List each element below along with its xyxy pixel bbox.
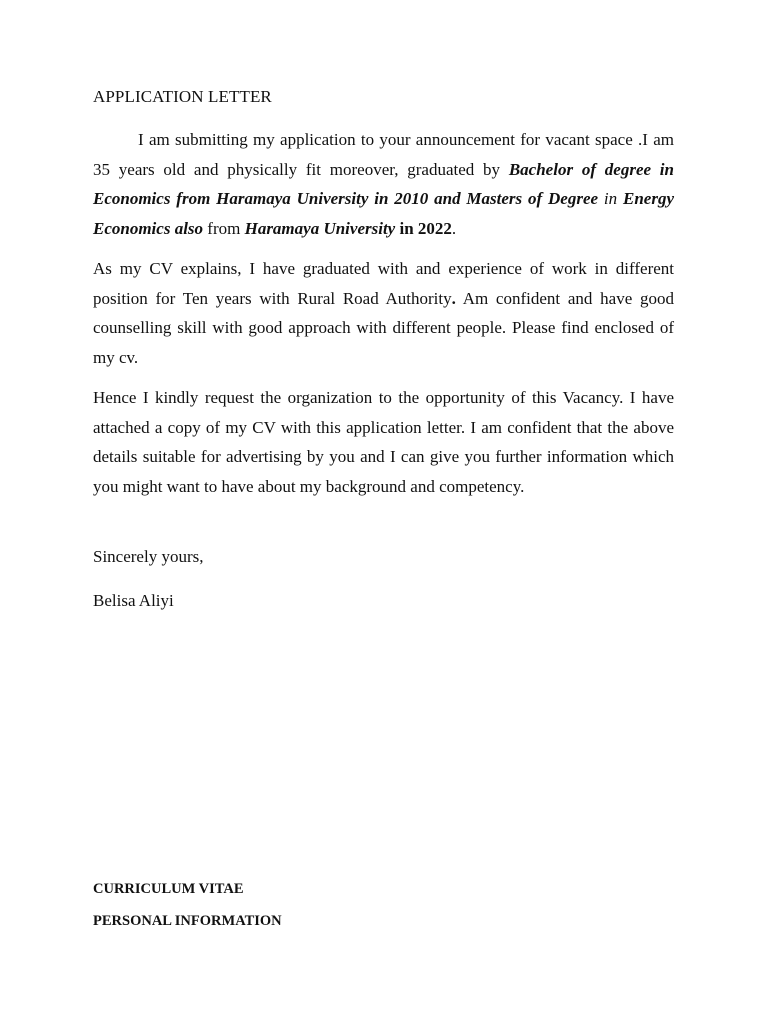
letter-paragraph-1 [93, 125, 674, 243]
letter-closing: Sincerely yours, [93, 547, 204, 566]
p2-text-1: As my CV explains, I have graduated with and experience of work in different position for Ten years with Rural Road Authority [93, 259, 674, 308]
p1-text-1: I am submitting my application to your announcement for vacant space .I am 35 years old and physically fit moreover, graduated by [93, 130, 674, 179]
p1-period: . [451, 218, 457, 238]
p2-bold-period: . [451, 288, 456, 308]
p2-text-2: Am confident and have good counselling skill with good approach with different people. Please find enclosed of my cv. [93, 288, 674, 367]
p1-university-emphasis: Haramaya University [244, 218, 396, 238]
p1-year-emphasis: in 2022 [395, 218, 452, 238]
letter-paragraph-2 [93, 254, 674, 372]
personal-information-heading: PERSONAL INFORMATION [93, 913, 282, 929]
p1-field-emphasis: Energy Economics also [93, 189, 674, 238]
p1-text-in: in [598, 189, 623, 208]
cv-heading: CURRICULUM VITAE [93, 881, 244, 897]
p1-text-from: from [203, 218, 245, 238]
letter-title: APPLICATION LETTER [93, 87, 272, 106]
letter-signature: Belisa Aliyi [93, 591, 174, 610]
letter-paragraph-3: Hence I kindly request the organization to the opportunity of this Vacancy. I have attached a copy of my CV with this application letter. I am confident that the above details suitable for advertising by you and I can give you further information which you might want to have about my background and competency. [93, 388, 674, 496]
p1-degrees-emphasis: Bachelor of degree in Economics from Haramaya University in 2010 and Masters of Degree [93, 159, 674, 208]
